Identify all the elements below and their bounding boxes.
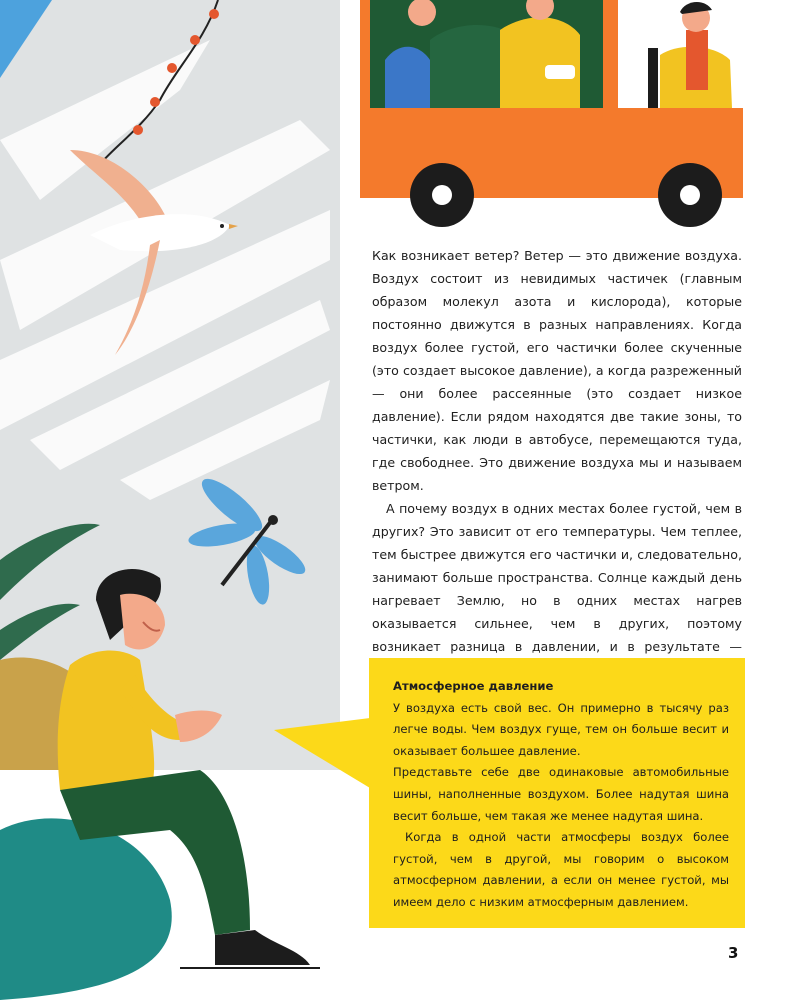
callout-box	[369, 658, 745, 928]
callout-title: Атмосферное давление	[393, 679, 554, 693]
callout-paragraph-2: Представьте себе две одинаковые автомобильные шины, наполненные воздухом. Более надутая шина весит больше, чем такая же менее надутая шина.	[393, 765, 729, 823]
callout-paragraph-3: Когда в одной части атмосферы воздух более густой, чем в другой, мы говорим о высоком атмосферном давлении, а если он менее густой, мы имеем дело с низким атмосферным давлением.	[393, 830, 729, 909]
bus	[360, 0, 743, 227]
callout-paragraph-1: У воздуха есть свой вес. Он примерно в тысячу раз легче воды. Чем воздух гуще, тем он больше весит и оказывает большее давление.	[393, 700, 729, 758]
body-paragraph-2: А почему воздух в одних местах более густой, чем в других? Это зависит от его температуры. Чем теплее, тем быстрее движутся его частички и, следовательно, занимают больше пространства. Солнце каждый день нагревает Землю, но в одних местах нагрев оказывается сильнее, чем в других, поэтому возникает разница в давлении, и в результате —	[372, 501, 742, 654]
body-paragraph-1: Как возникает ветер? Ветер — это движение воздуха. Воздух состоит из невидимых частичек (главным образом молекул азота и кислорода), которые постоянно движутся в разных направлениях. Когда воздух более густой, его частички более скученные (это создает высокое давление), а когда разреженный — они более рассеянные (это создает низкое давление). Если рядом находятся две такие зоны, то частички, как люди в автобусе, перемещаются туда, где свободнее. Это движение воздуха мы и называем ветром.	[372, 248, 742, 493]
page-number: 3	[728, 944, 739, 962]
body-text	[372, 244, 742, 681]
left-illustration	[0, 0, 360, 1000]
bus-illustration	[360, 0, 760, 240]
callout-content	[393, 676, 729, 914]
callout-tail	[274, 718, 370, 788]
rock-front	[0, 818, 172, 1000]
